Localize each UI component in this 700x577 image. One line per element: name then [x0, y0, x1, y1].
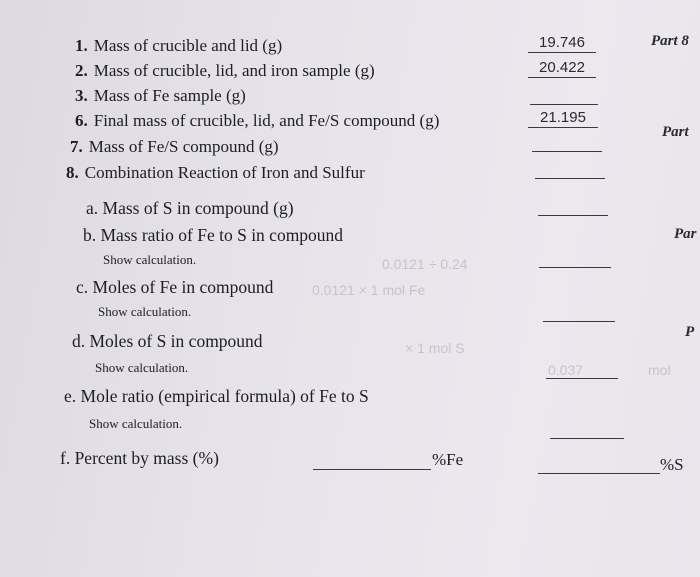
answer-c-blank[interactable]: [543, 320, 615, 322]
sub-c-letter: c.: [76, 277, 89, 297]
sub-a: [86, 198, 294, 219]
sub-f-label: Percent by mass (%): [74, 448, 219, 468]
item-6-number: 6.: [75, 111, 88, 130]
item-6: [75, 111, 439, 131]
faint-calc-c: 0.0121 × 1 mol Fe: [312, 282, 426, 298]
show-calculation-d: Show calculation.: [95, 360, 189, 375]
item-2: [75, 61, 375, 81]
answer-a-blank[interactable]: [538, 214, 608, 216]
item-2-label: Mass of crucible, lid, and iron sample (g): [93, 61, 375, 80]
item-2-number: 2.: [75, 61, 88, 80]
sub-e-label: Mole ratio (empirical formula) of Fe to S: [80, 386, 369, 406]
sub-f-letter: f.: [60, 448, 71, 468]
show-calculation-b: Show calculation.: [103, 252, 197, 267]
show-calculation-c: Show calculation.: [98, 304, 192, 319]
item-8: [66, 163, 365, 183]
sub-a-letter: a.: [86, 198, 99, 218]
answer-b-blank[interactable]: [539, 266, 611, 268]
item-3-label: Mass of Fe sample (g): [93, 86, 246, 105]
sub-c: [76, 277, 273, 298]
item-7-number: 7.: [70, 137, 83, 156]
answer-e-blank[interactable]: [550, 437, 624, 439]
item-1-number: 1.: [75, 36, 88, 55]
percent-fe-blank[interactable]: [313, 468, 431, 470]
item-8-number: 8.: [66, 163, 79, 182]
percent-s-blank[interactable]: [538, 472, 660, 474]
faint-note-d: mol: [648, 362, 671, 378]
part-header-2: Part: [662, 124, 689, 140]
item-3-number: 3.: [75, 86, 88, 105]
show-calculation-e: Show calculation.: [89, 416, 183, 431]
sub-e: [64, 386, 369, 407]
sub-d: [72, 331, 263, 352]
sub-b-letter: b.: [83, 225, 97, 245]
answer-8-blank[interactable]: [535, 177, 605, 179]
faint-work-c: 0.0121 ÷ 0.24: [382, 256, 468, 272]
item-1: [75, 36, 282, 56]
item-7: [70, 137, 279, 157]
answer-7-blank[interactable]: [532, 150, 602, 152]
part-header-4: P: [685, 324, 695, 340]
sub-b-label: Mass ratio of Fe to S in compound: [100, 225, 344, 245]
item-7-label: Mass of Fe/S compound (g): [88, 137, 279, 156]
percent-fe-unit: %Fe: [432, 450, 464, 469]
sub-d-letter: d.: [72, 331, 86, 351]
faint-answer-d: 0.037: [548, 362, 584, 378]
answer-6[interactable]: 21.195: [528, 110, 598, 128]
answer-1[interactable]: 19.746: [528, 35, 596, 53]
item-3: [75, 86, 246, 106]
sub-d-label: Moles of S in compound: [89, 331, 263, 351]
sub-c-label: Moles of Fe in compound: [92, 277, 274, 297]
answer-2[interactable]: 20.422: [528, 60, 596, 78]
sub-a-label: Mass of S in compound (g): [102, 198, 294, 218]
faint-calc-d: × 1 mol S: [405, 340, 465, 356]
item-1-label: Mass of crucible and lid (g): [93, 36, 283, 55]
answer-3-blank[interactable]: [530, 103, 598, 105]
sub-b: [83, 225, 343, 246]
percent-s-unit: %S: [660, 455, 684, 474]
sub-e-letter: e.: [64, 386, 77, 406]
sub-f: [60, 448, 219, 469]
item-8-label: Combination Reaction of Iron and Sulfur: [84, 163, 365, 182]
part-header-3: Par: [674, 226, 697, 242]
part-header-1: Part 8: [651, 33, 689, 49]
item-6-label: Final mass of crucible, lid, and Fe/S compound (g): [93, 111, 440, 130]
